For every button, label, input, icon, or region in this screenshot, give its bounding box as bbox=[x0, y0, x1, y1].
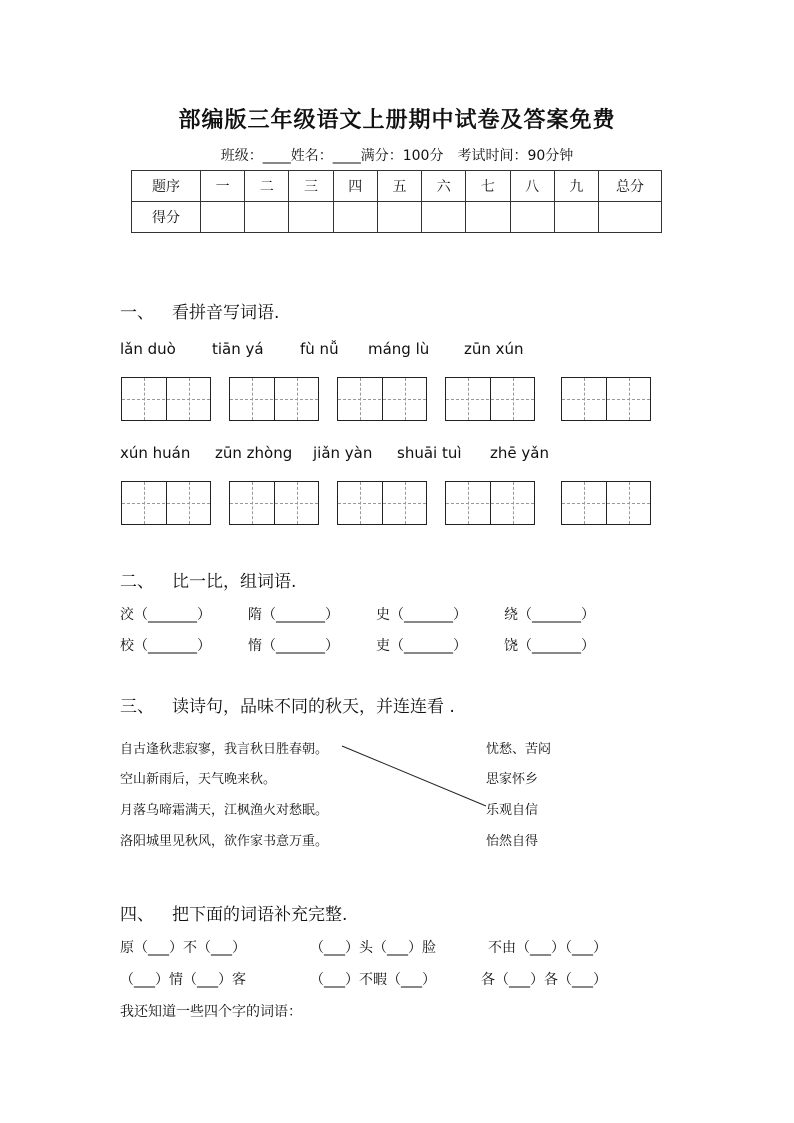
compare-item: 吏（_______） bbox=[376, 638, 467, 654]
section-number: 一、 bbox=[120, 303, 154, 323]
pinyin-1-1: lǎn duò bbox=[120, 340, 176, 358]
name-field: 姓名：____ bbox=[290, 148, 361, 164]
compare-item: 惰（_______） bbox=[248, 638, 339, 654]
pinyin-1-2: tiān yá bbox=[212, 340, 264, 358]
table-header-cell: 一 bbox=[201, 171, 245, 202]
full-score: 满分：100分 bbox=[360, 148, 444, 164]
pinyin-1-3: fù nǚ bbox=[300, 340, 339, 358]
fill-in-item: 原（___）不（___） bbox=[120, 940, 246, 956]
section-title: 比一比，组词语. bbox=[172, 572, 297, 592]
poem-line: 自古逢秋悲寂寥，我言秋日胜春朝。 bbox=[120, 742, 329, 757]
table-header-cell: 七 bbox=[466, 171, 510, 202]
fill-in-item: 不由（___）（___） bbox=[488, 940, 607, 956]
pinyin-1-5: zūn xún bbox=[464, 340, 524, 358]
table-header-cell: 题序 bbox=[132, 171, 201, 202]
table-header-cell: 二 bbox=[245, 171, 289, 202]
pinyin-2-4: shuāi tuì bbox=[397, 444, 462, 462]
section-title: 读诗句，品味不同的秋天，并连连看 . bbox=[172, 697, 455, 717]
table-header-cell: 四 bbox=[333, 171, 377, 202]
mood-option: 怡然自得 bbox=[486, 834, 539, 849]
table-header-cell: 五 bbox=[377, 171, 421, 202]
poem-line: 洛阳城里见秋风，欲作家书意万重。 bbox=[120, 834, 329, 849]
section-number: 二、 bbox=[120, 572, 154, 592]
table-header-cell: 八 bbox=[510, 171, 554, 202]
pinyin-2-5: zhē yǎn bbox=[490, 444, 549, 462]
fill-in-item: （___）头（___）脸 bbox=[310, 940, 436, 956]
section4-heading bbox=[120, 900, 347, 925]
table-header-cell: 六 bbox=[422, 171, 466, 202]
table-header-cell: 九 bbox=[554, 171, 598, 202]
mood-option: 乐观自信 bbox=[486, 803, 539, 818]
poem-line: 空山新雨后，天气晚来秋。 bbox=[120, 772, 277, 787]
page-title: 部编版三年级语文上册期中试卷及答案免费 bbox=[178, 108, 616, 133]
class-field: 班级：____ bbox=[220, 148, 291, 164]
fill-in-item: 各（___）各（___） bbox=[481, 972, 607, 988]
compare-item: 史（_______） bbox=[376, 607, 467, 623]
pinyin-2-2: zūn zhòng bbox=[215, 444, 293, 462]
table-header-cell: 总分 bbox=[599, 171, 662, 202]
table-row-label: 得分 bbox=[132, 202, 201, 233]
mood-option: 思家怀乡 bbox=[486, 772, 539, 787]
pinyin-2-1: xún huán bbox=[120, 444, 191, 462]
fill-in-item: （___）不暇（___） bbox=[310, 972, 436, 988]
section-number: 三、 bbox=[120, 697, 154, 717]
section-number: 四、 bbox=[120, 905, 154, 925]
exam-time: 考试时间：90分钟 bbox=[457, 148, 574, 164]
compare-item: 绕（_______） bbox=[504, 607, 595, 623]
compare-item: 饶（_______） bbox=[504, 638, 595, 654]
section-title: 把下面的词语补充完整. bbox=[172, 905, 348, 925]
extra-words-prompt: 我还知道一些四个字的词语： bbox=[120, 1004, 302, 1020]
compare-item: 校（_______） bbox=[120, 638, 211, 654]
compare-item: 洨（_______） bbox=[120, 607, 211, 623]
pinyin-1-4: máng lù bbox=[368, 340, 430, 358]
table-header-cell: 三 bbox=[289, 171, 333, 202]
mood-option: 忧愁、苦闷 bbox=[486, 742, 552, 757]
fill-in-item: （___）情（___）客 bbox=[120, 972, 246, 988]
compare-item: 隋（_______） bbox=[248, 607, 339, 623]
poem-line: 月落乌啼霜满天，江枫渔火对愁眠。 bbox=[120, 803, 329, 818]
section-title: 看拼音写词语. bbox=[172, 303, 280, 323]
pinyin-2-3: jiǎn yàn bbox=[313, 444, 373, 462]
